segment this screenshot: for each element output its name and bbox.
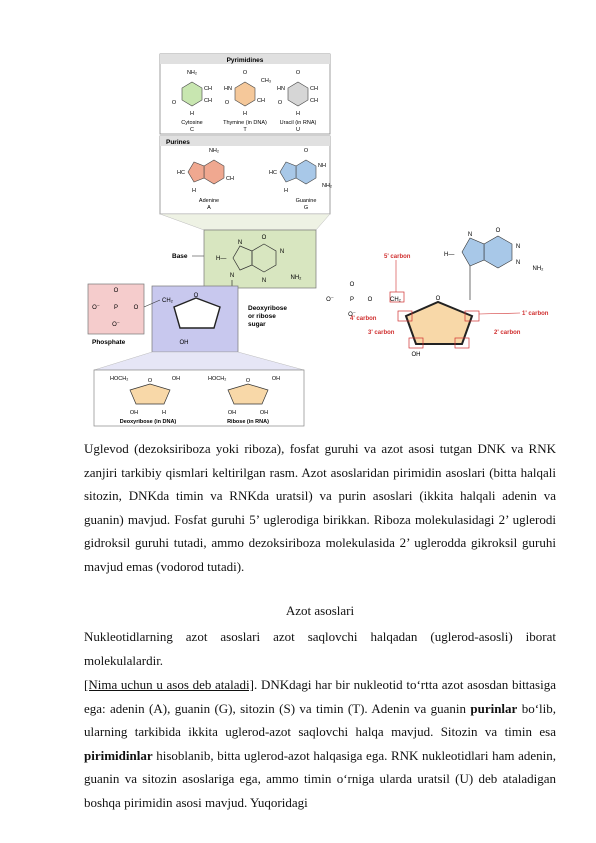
uracil-label: Uracil (in RNA) [279,120,317,126]
thymine-o-top: O [242,70,248,76]
phosphate-o-minus-left: O⁻ [92,305,100,311]
deoxyribose-oh-bottom: OH [129,410,139,416]
ribose-hoch2: HOCH₂ [208,376,227,382]
right-base-nh2: NH₂ [532,266,544,272]
section-heading: Azot asoslari [285,603,355,618]
right-phosphate-o-top: O [349,282,355,288]
sugar-o: O [193,293,199,299]
uracil-o: O [277,100,283,106]
guanine-letter: G [303,205,309,211]
guanine-h: H [284,188,288,194]
right-phosphate-p: P [349,297,355,303]
right-base-ring-6 [484,236,512,268]
adenine-h: H [192,188,196,194]
phosphate-label: Phosphate [92,339,126,346]
figure-caption-paragraph: Uglevod (dezoksiriboza yoki riboza), fosfat guruhi va azot asosi tutgan DNK va RNK zanjiri tarkibiy qismlari keltirilgan rasm. Azot asoslaridan pirimidin asoslari (bitta halqali sitozin, DNKda timin va RNKda uratsil) va purin asoslari (ikkita halqali adenin va guanin) mavjud. Fosfat guruhi 5’ uglerodiga birikkan. Riboza molekulasidagi 2’ uglerodi gidroksil guruhi tutadi, ammo dezoksiriboza molekulasida 2’ uglerodda gikroksil guruhi mavjud emas (vodorod tutadi). [84,441,556,574]
cytosine-o: O [171,100,177,106]
intro-paragraph: Nukleotidlarning azot asoslari azot saqlovchi halqadan (uglerod-asosli) iborat molekulalardir. [84,629,556,668]
uracil-h: H [296,111,300,117]
phosphate-o-right: O [133,305,139,311]
base-n4: N [229,273,235,279]
right-base-ring-5 [462,238,484,266]
cytosine-letter: C [190,127,194,133]
uracil-hn: HN [277,86,285,92]
carbon-1-pointer [479,313,520,314]
deoxyribose-h: H [162,410,166,416]
ribose-label: Ribose (in RNA) [227,419,269,425]
sugar-label-3: sugar [248,321,266,328]
base-nh2: NH₂ [290,275,302,281]
uracil-ch2: CH [310,98,318,104]
thymine-hn: HN [224,86,232,92]
carbon-5-label: 5' carbon [384,254,411,260]
right-phosphate-o-minus-bottom: O⁻ [348,312,356,318]
cytosine-ch2: CH [204,98,212,104]
thymine-label: Thymine (in DNA) [223,120,267,126]
deoxyribose-label: Deoxyribose (in DNA) [119,419,177,425]
base-label: Base [172,253,188,260]
guanine-label: Guanine [295,198,317,204]
right-phosphate-o-right: O [367,297,373,303]
carbon-2-label: 2' carbon [494,330,521,336]
base-n2: N [237,240,243,246]
thymine-ch3: CH₃ [260,78,272,84]
uracil-ch1: CH [310,86,318,92]
thymine-letter: T [243,127,247,133]
cytosine-nh2: NH₂ [186,70,198,76]
base-o: O [261,235,267,241]
deoxyribose-oh-top: OH [171,376,181,382]
right-sugar-o: O [435,296,441,302]
phosphate-o-top: O [113,288,119,294]
ribose-oh-top: OH [271,376,281,382]
bases-paragraph [84,673,556,815]
right-base-o: O [495,228,501,234]
base-h: H— [216,256,227,262]
bases-text-1: . DNKdagi har bir nukleotid to‘rtta azot asosdan bittasiga ega: adenin (A), guanin (G), sitozin (S) va timin (T). Adenin va guanin [84,677,557,716]
right-base-n2: N [515,244,521,250]
guanine-nh2: NH₂ [321,183,333,189]
thymine-h: H [243,111,247,117]
guanine-o: O [303,148,309,154]
deoxyribose-hoch2: HOCH₂ [110,376,129,382]
thymine-o: O [224,100,230,106]
cytosine-h: H [190,111,194,117]
adenine-nh2: NH₂ [208,148,220,154]
nucleotide-structure-figure [84,52,564,430]
right-sugar-ch2: CH₂ [390,297,401,303]
why-called-base-link[interactable]: [Nima uchun u asos deb ataladi] [84,677,255,692]
thymine-ch: CH [257,98,265,104]
carbon-3-label: 3' carbon [368,330,395,336]
deoxyribose-o: O [147,378,153,384]
adenine-ch: CH [226,176,234,182]
ribose-oh-left: OH [227,410,237,416]
adenine-label: Adenine [198,198,220,204]
right-sugar-oh: OH [411,352,421,358]
right-base-h: H— [444,252,455,258]
right-base-n1: N [467,232,473,238]
ribose-oh-right: OH [259,410,269,416]
sugar-oh: OH [179,340,189,346]
phosphate-p: P [113,305,119,311]
ribose-o: O [245,378,251,384]
purines-term: purinlar [470,700,518,716]
panel-connector [160,214,330,230]
sugar-ch2: CH₂ [162,298,173,304]
guanine-hc: HC [269,170,277,176]
uracil-letter: U [296,127,300,133]
phosphate-o-minus-bottom: O⁻ [112,322,120,328]
sugar-label-1: Deoxyribose [248,305,288,312]
adenine-hc: HC [177,170,185,176]
carbon-1-label: 1' carbon [522,311,549,317]
purines-title: Purines [166,139,190,146]
base-n3: N [261,278,267,284]
guanine-nh: NH [318,163,326,169]
right-base-n3: N [515,260,521,266]
bases-text-3: hisoblanib, bitta uglerod-azot halqasiga ega. RNK nukleotidlari ham adenin, guanin va sitozin asoslariga ega, ammo timin o‘rniga ularda uratsil (U) deb ataladigan boshqa pirimidin asosi mavjud. Yuqoridagi [84,747,556,810]
pyrimidines-term: pirimidinlar [84,747,153,763]
sugar-label-2: or ribose [248,313,276,320]
sugar-connector [94,352,304,370]
cytosine-label: Cytosine [181,120,203,126]
adenine-letter: A [207,205,211,211]
bases-text-2: bo‘lib, ularning tarkibida ikkita uglerod-azot saqlovchi halqa mavjud. Sitozin va timin esa [84,700,556,740]
cytosine-ch1: CH [204,86,212,92]
right-phosphate-o-minus-left: O⁻ [326,297,334,303]
uracil-o-top: O [295,70,301,76]
base-n1: N [279,249,285,255]
carbon-4-label: 4' carbon [350,316,377,322]
pyrimidines-title: Pyrimidines [226,57,264,64]
